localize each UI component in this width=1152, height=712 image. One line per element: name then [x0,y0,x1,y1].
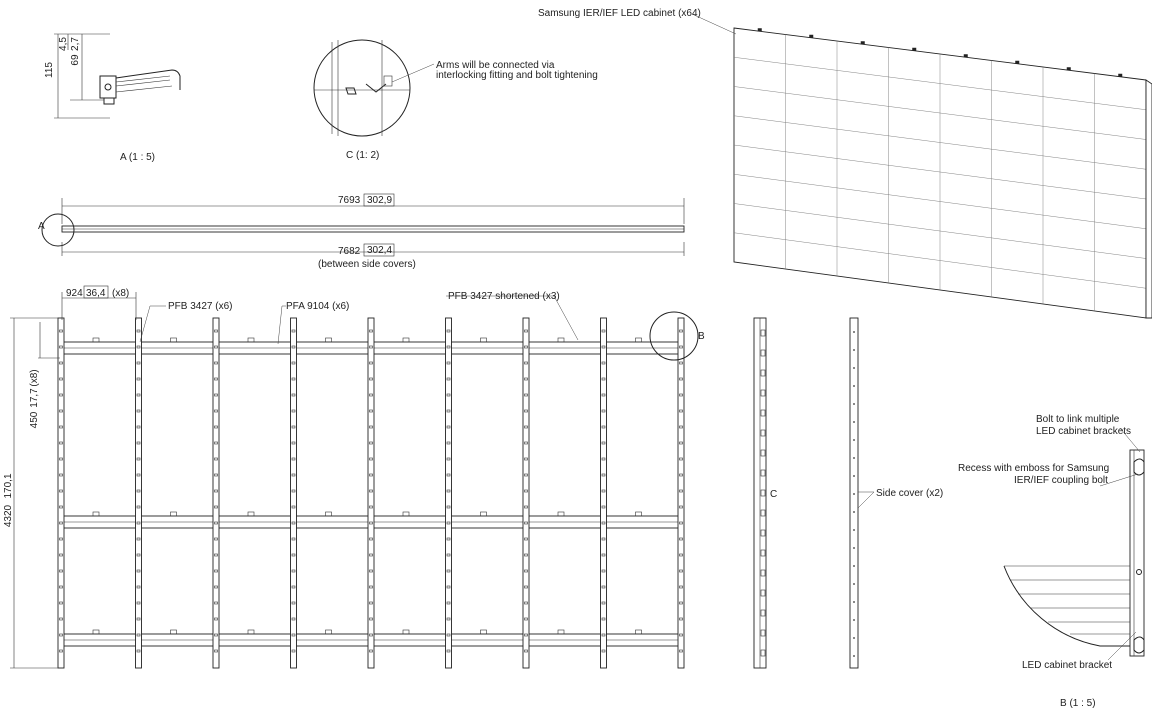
dim-overall-in: 302,9 [367,195,393,206]
pfa-callout: PFA 9104 (x6) [286,301,350,312]
vertical-post [601,318,607,668]
vertical-post [213,318,219,668]
marker-c: C [770,489,778,500]
wall-top-bracket [1067,67,1071,70]
rail-clip [93,512,99,516]
dim-height-mm: 4320 [3,504,14,528]
cover-hole [853,529,855,531]
wall-top-bracket [964,54,968,57]
cover-hole [853,565,855,567]
vertical-post [368,318,374,668]
front-view [3,286,705,668]
rail-clip [403,630,409,634]
rail-clip [326,630,332,634]
recess-note-line2: IER/IEF coupling bolt [1014,475,1108,486]
bolt-note-line1: Bolt to link multiple [1036,414,1120,425]
bolt-note-line2: LED cabinet brackets [1036,426,1132,437]
wall-top-bracket [861,41,865,44]
vertical-post [678,318,684,668]
dim-row-in: 17,7 [29,388,40,408]
arms-note-line2: interlocking fitting and bolt tightening [436,70,598,81]
dim-spacing-in: 36,4 [86,288,106,299]
cabinet-callout: Samsung IER/IEF LED cabinet (x64) [538,8,701,19]
wall-top-bracket [912,48,916,51]
cover-hole [853,511,855,513]
detail-b [958,414,1144,709]
dim-115: 115 [44,62,55,78]
vertical-post [523,318,529,668]
cover-hole [853,403,855,405]
cover-hole [853,349,855,351]
cover-hole [853,367,855,369]
rail-clip [403,338,409,342]
side-cover-view [850,318,943,668]
recess-note-line1: Recess with emboss for Samsung [958,463,1110,474]
rail-clip [636,338,642,342]
rail-clip [481,512,487,516]
cover-hole [853,601,855,603]
rail-clip [636,630,642,634]
rail-clip [558,630,564,634]
cover-hole [853,439,855,441]
detail-a [44,34,180,163]
detail-c [314,40,598,161]
rail-clip [248,338,254,342]
bracket-note: LED cabinet bracket [1022,660,1113,671]
cover-hole [853,637,855,639]
between-side-covers-note: (between side covers) [318,259,416,270]
vertical-post [446,318,452,668]
wall-top-bracket [758,28,762,31]
rail-clip [636,512,642,516]
vertical-post [291,318,297,668]
marker-a: A [38,221,45,232]
cover-hole [853,547,855,549]
detail-a-title: A (1 : 5) [120,152,156,163]
cover-hole [853,475,855,477]
rail-clip [326,512,332,516]
cover-hole [853,331,855,333]
rail-clip [171,338,177,342]
rail-clip [403,512,409,516]
vertical-post [136,318,142,668]
cover-hole [853,421,855,423]
rail-clip [248,512,254,516]
side-view [754,318,777,668]
rail-clip [93,630,99,634]
wall-top-bracket [809,35,813,38]
pfb-callout: PFB 3427 (x6) [168,301,233,312]
cover-hole [853,385,855,387]
wall-side-edge [1146,80,1152,318]
rail-clip [248,630,254,634]
arms-note-line1: Arms will be connected via [436,60,555,71]
side-cover-callout: Side cover (x2) [876,488,944,499]
frame-structure [58,318,684,668]
cover-hole [853,583,855,585]
rail-clip [93,338,99,342]
cover-hole [853,619,855,621]
wall-top-bracket [1015,61,1019,64]
top-rail-view [38,194,684,270]
rail-clip [481,338,487,342]
dim-row-mm: 450 [29,411,40,429]
rail-clip [558,512,564,516]
rail-clip [558,338,564,342]
marker-b: B [698,331,705,342]
cover-hole [853,493,855,495]
rail-clip [171,630,177,634]
dim-4-5: 4,5 [58,37,69,51]
cover-hole [853,655,855,657]
vertical-post [58,318,64,668]
dim-height-in: 170,1 [3,473,14,499]
dim-spacing-mm: 924 [66,288,83,299]
dim-overall-mm: 7693 [338,195,361,206]
dim-inner-mm: 7682 [338,246,361,257]
rail-clip [481,630,487,634]
dim-spacing-count: (x8) [112,288,130,299]
dim-69: 69 [70,54,81,66]
led-wall-perspective [538,8,1152,318]
wall-top-bracket [1118,74,1122,77]
dim-inner-in: 302,4 [367,245,393,256]
dim-2-7: 2,7 [70,37,81,51]
dim-row-count: (x8) [29,369,40,387]
pfb-shortened-callout: PFB 3427 shortened (x3) [448,291,560,302]
detail-b-title: B (1 : 5) [1060,698,1096,709]
rail-clip [171,512,177,516]
rail-clip [326,338,332,342]
cover-hole [853,457,855,459]
detail-c-title: C (1: 2) [346,150,380,161]
cabinet-grid [734,28,1152,318]
